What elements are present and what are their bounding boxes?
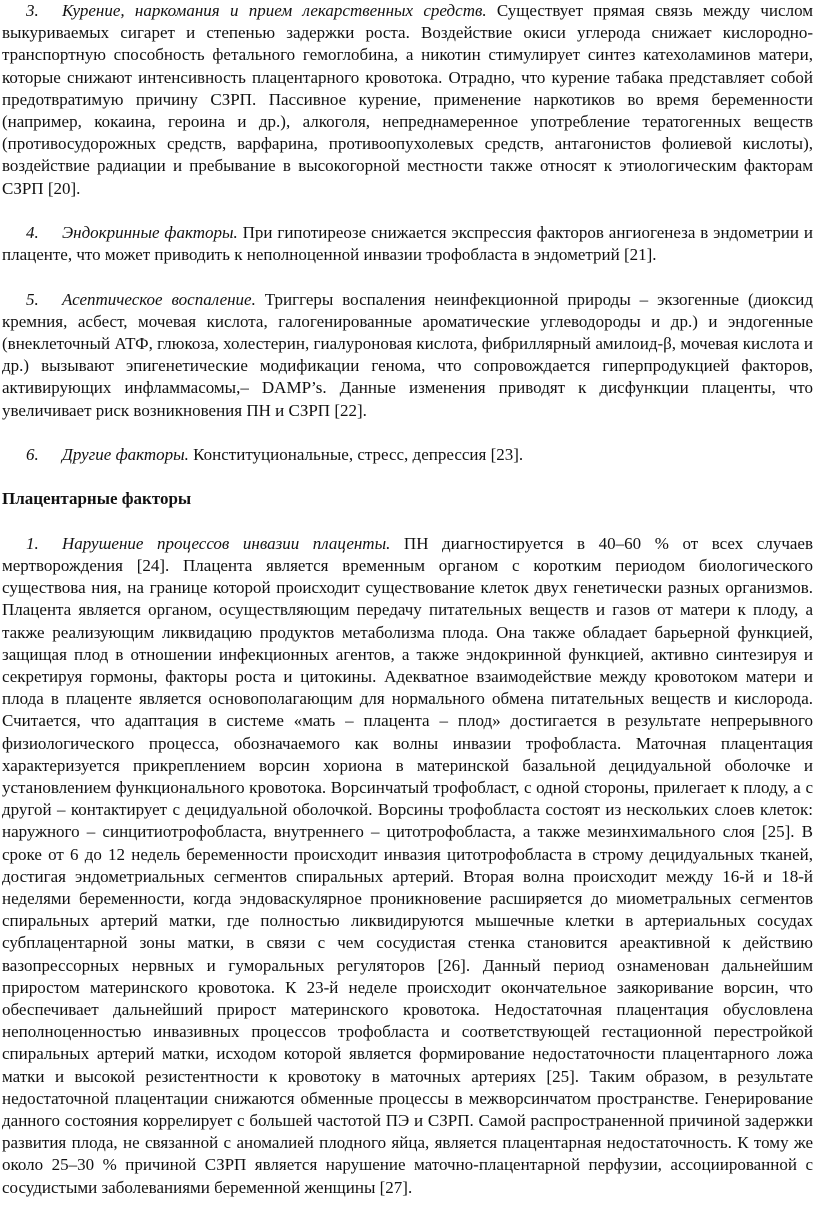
- paragraph-spacer: [2, 466, 813, 488]
- paragraph-text: ПН диагностируется в 40–60 % от всех случаев мертворождения [24]. Плацента является временным органом с коротким периодом биологического существова ния, на границе которой происходит существование клеток двух генетически разных организмов. Плацента является органом, осуществляющим передачу питательных веществ и газов от матери к плоду, а также реализующим ликвидацию продуктов метаболизма плода. Она также обладает барьерной функцией, защищая плод в отношении инфекционных агентов, а также эндокринной функцией, активно синтезируя и секретируя гормоны, факторы роста и цитокины. Адекватное взаимодействие между кровотоком матери и плода в плаценте является основополагающим для нормального обмена питательных веществ и кислорода. Считается, что адаптация в системе «мать – плацента – плод» достигается в результате непрерывного физиологического процесса, обозначаемого как волны инвазии трофобласта. Маточная плацентация характеризуется прикреплением ворсин хориона в материнской базальной децидуальной оболочке и установлением функционального кровотока. Ворсинчатый трофобласт, с одной стороны, прилегает к плоду, а с другой – контактирует с децидуальной оболочкой. Ворсины трофобласта состоят из нескольких слоев клеток: наружного – синцитиотрофобласта, внутреннего – цитотрофобласта, а также мезинхимального слоя [25]. В сроке от 6 до 12 недель беременности происходит инвазия цитотрофобласта в строму децидуальных тканей, достигая эндометриальных сегментов спиральных артерий. Вторая волна происходит между 16-й и 18-й неделями беременности, когда эндоваскулярное проникновение расширяется до миометральных сегментов спиральных артерий матки, где полностью ликвидируются мышечные клетки в артериальных сосудах субплацентарной зоны матки, в связи с чем сосудистая стенка становится ареактивной к действию вазопрессорных нервных и гуморальных регуляторов [26]. Данный период ознаменован дальнейшим приростом материнского кровотока. К 23-й неделе происходит окончательное заякоривание ворсин, что обеспечивает дальнейший прирост материнского кровотока. Недостаточная плацентация обусловлена неполноценностью инвазивных процессов трофобласта и соответствующей гестационной перестройкой спиральных артерий матки, исходом которой является формирование недостаточности плацентарного ложа матки и высокой резистентности к кровотоку в маточных артериях [25]. Таким образом, в результате недостаточной плацентации снижаются обменные процессы в межворсинчатом пространстве. Генерирование данного состояния коррелирует с большей частотой ПЭ и СЗРП. Самой распространенной причиной задержки развития плода, не связанной с аномалией плодного яйца, является плацентарная недостаточность. К тому же около 25–30 % причиной СЗРП является нарушение маточно-плацентарной перфузии, ассоциированной с сосудистыми заболеваниями беременной женщины [27].: [2, 533, 813, 1197]
- paragraph-heading: Курение, наркомания и прием лекарственных средств.: [62, 1, 487, 20]
- paragraph-text: Триггеры воспаления неинфекционной природы – экзогенные (диоксид кремния, асбест, мочевая кислота, галогенированные ароматические углеводороды и др.) и эндогенные (внеклеточный АТФ, глюкоза, холестерин, гиалуроновая кислота, фибриллярный амилоид-β, мочевая кислота и др.) вызывают эпигенетические модификации генома, что сопровождается гиперпродукцией факторов, активирующих инфламмасомы,– DAMP’s. Данные изменения приводят к дисфункции плаценты, что увеличивает риск возникновения ПН и СЗРП [22].: [2, 289, 813, 420]
- document-page: [2, 0, 813, 1199]
- paragraph-text: Существует прямая связь между числом выкуриваемых сигарет и степенью задержки роста. Воздействие окиси углерода снижает кислородно-транспортную способность фетального гемоглобина, а никотин стимулирует синтез катехоламинов матери, которые снижают интенсивность плацентарного кровотока. Отрадно, что курение табака представляет собой предотвратимую причину СЗРП. Пассивное курение, применение наркотиков во время беременности (например, кокаина, героина и др.), алкоголя, непреднамеренное употребление тератогенных веществ (противосудорожных средств, варфарина, противоопухолевых средств, антагонистов фолиевой кислоты), воздействие радиации и пребывание в высокогорной местности также относят к этиологическим факторам СЗРП [20].: [2, 1, 813, 198]
- paragraph-heading: Нарушение процессов инвазии плаценты.: [62, 533, 391, 553]
- paragraph-heading: Другие факторы.: [62, 445, 189, 465]
- paragraph-text: Конституциональные, стресс, депрессия [23].: [188, 445, 524, 465]
- paragraph-placental-invasion: [2, 533, 813, 1199]
- paragraph-spacer: [2, 511, 813, 533]
- paragraph-heading: Асептическое воспаление.: [62, 289, 256, 309]
- paragraph-inflammation: [2, 289, 813, 422]
- paragraph-number: 5.: [26, 289, 39, 309]
- paragraph-endocrine: [2, 222, 813, 266]
- paragraph-spacer: [2, 200, 813, 222]
- paragraph-number: 4.: [26, 223, 39, 243]
- paragraph-spacer: [2, 422, 813, 444]
- section-title: Плацентарные факторы: [2, 489, 192, 509]
- paragraph-spacer: [2, 266, 813, 288]
- paragraph-heading: Эндокринные факторы.: [62, 223, 238, 243]
- paragraph-text: При гипотиреозе снижается экспрессия факторов ангиогенеза в эндометрии и плаценте, что может приводить к неполноценной инвазии трофобласта в эндометрий [21].: [2, 223, 813, 265]
- paragraph-other: [2, 444, 813, 466]
- paragraph-number: 6.: [26, 445, 39, 465]
- paragraph-number: 1.: [26, 533, 39, 553]
- paragraph-number: 3.: [26, 1, 39, 20]
- paragraph-smoking: [2, 0, 813, 200]
